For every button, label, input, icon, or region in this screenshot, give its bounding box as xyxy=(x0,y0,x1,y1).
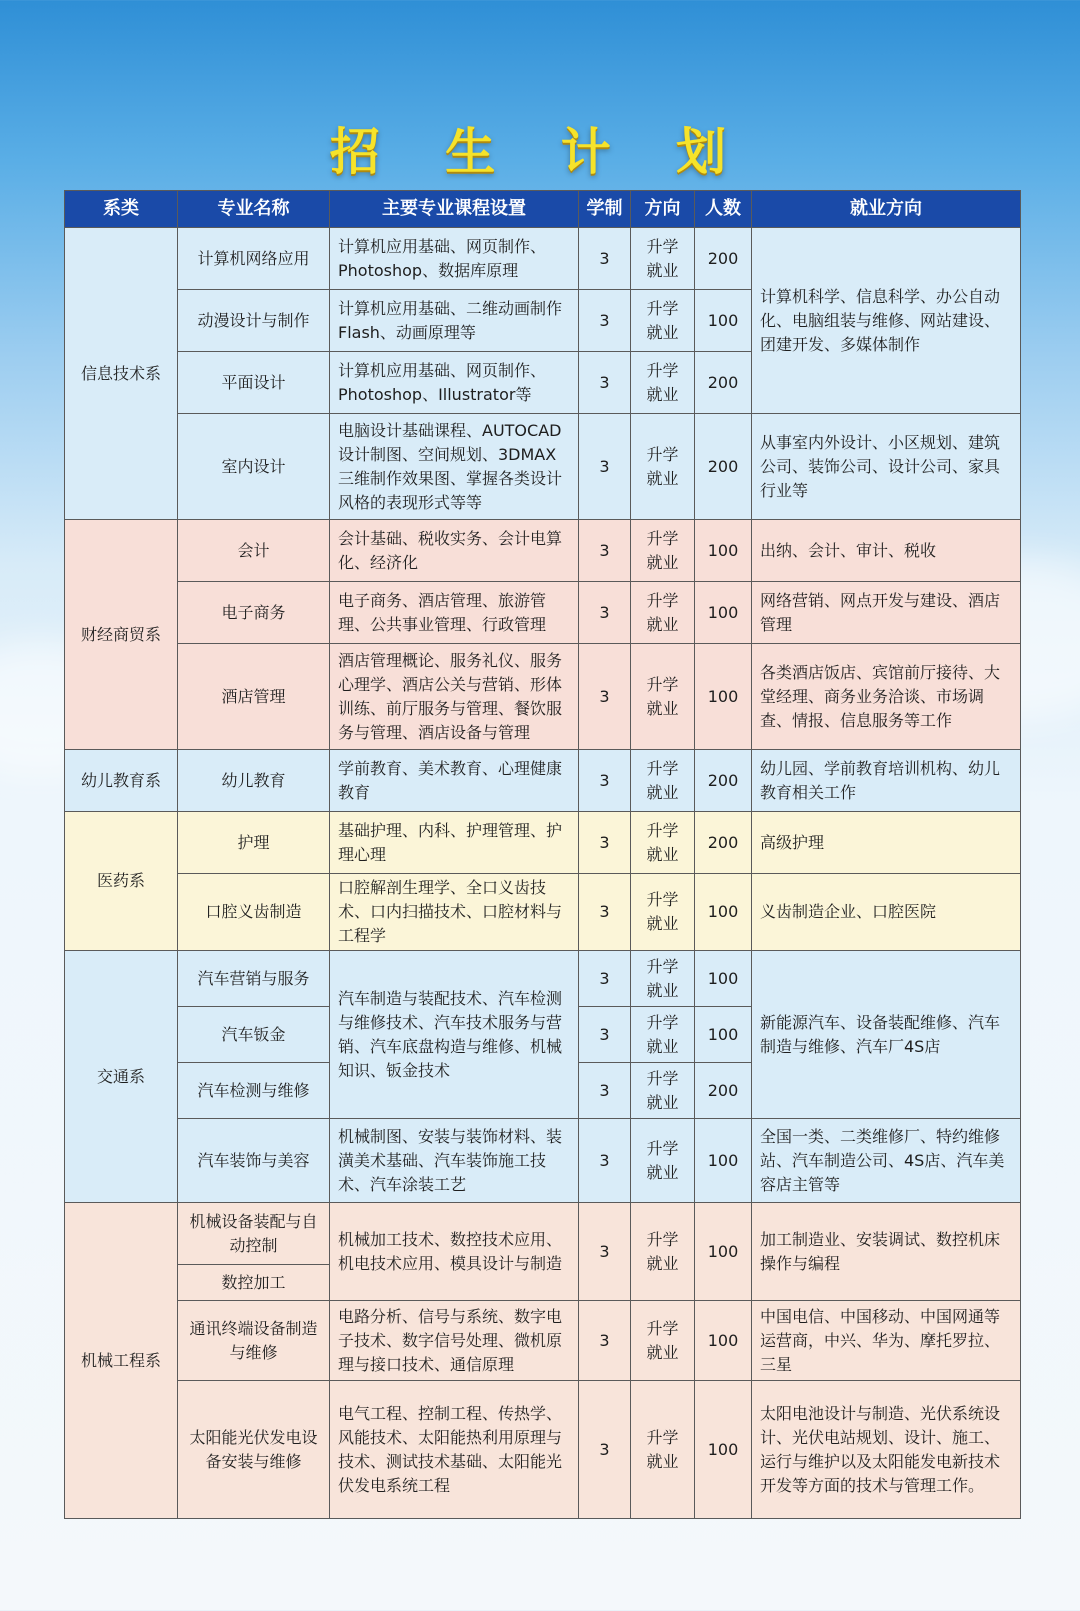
direction-cell: 升学就业 xyxy=(631,228,695,290)
table-row xyxy=(65,644,1021,750)
years-cell: 3 xyxy=(579,1119,631,1203)
jobs-cell: 义齿制造企业、口腔医院 xyxy=(752,874,1021,951)
count-cell: 200 xyxy=(695,1063,752,1119)
jobs-cell: 高级护理 xyxy=(752,812,1021,874)
direction-cell: 升学就业 xyxy=(631,582,695,644)
years-cell: 3 xyxy=(579,1301,631,1381)
jobs-cell: 新能源汽车、设备装配维修、汽车制造与维修、汽车厂4S店 xyxy=(752,951,1021,1119)
dept-cell: 幼儿教育系 xyxy=(65,750,178,812)
major-cell: 太阳能光伏发电设备安装与维修 xyxy=(178,1381,330,1519)
courses-cell: 酒店管理概论、服务礼仪、服务心理学、酒店公关与营销、形体训练、前厅服务与管理、餐饮服务与管理、酒店设备与管理 xyxy=(330,644,579,750)
courses-cell: 会计基础、税收实务、会计电算化、经济化 xyxy=(330,520,579,582)
jobs-cell: 从事室内外设计、小区规划、建筑公司、装饰公司、设计公司、家具行业等 xyxy=(752,414,1021,520)
dept-cell: 信息技术系 xyxy=(65,228,178,520)
years-cell: 3 xyxy=(579,1203,631,1301)
direction-cell: 升学就业 xyxy=(631,812,695,874)
years-cell: 3 xyxy=(579,1063,631,1119)
jobs-cell: 各类酒店饭店、宾馆前厅接待、大堂经理、商务业务洽谈、市场调查、情报、信息服务等工作 xyxy=(752,644,1021,750)
years-cell: 3 xyxy=(579,520,631,582)
direction-cell: 升学就业 xyxy=(631,1063,695,1119)
direction-cell: 升学就业 xyxy=(631,414,695,520)
table-row xyxy=(65,951,1021,1007)
courses-cell: 电脑设计基础课程、AUTOCAD设计制图、空间规划、3DMAX三维制作效果图、掌握各类设计风格的表现形式等等 xyxy=(330,414,579,520)
count-cell: 100 xyxy=(695,1381,752,1519)
header-years: 学制 xyxy=(579,191,631,228)
years-cell: 3 xyxy=(579,290,631,352)
jobs-cell: 加工制造业、安装调试、数控机床操作与编程 xyxy=(752,1203,1021,1301)
major-cell: 通讯终端设备制造与维修 xyxy=(178,1301,330,1381)
years-cell: 3 xyxy=(579,1381,631,1519)
jobs-cell: 计算机科学、信息科学、办公自动化、电脑组装与维修、网站建设、团建开发、多媒体制作 xyxy=(752,228,1021,414)
courses-cell: 计算机应用基础、网页制作、Photoshop、数据库原理 xyxy=(330,228,579,290)
direction-cell: 升学就业 xyxy=(631,520,695,582)
table-row xyxy=(65,1119,1021,1203)
jobs-cell: 网络营销、网点开发与建设、酒店管理 xyxy=(752,582,1021,644)
major-cell: 汽车检测与维修 xyxy=(178,1063,330,1119)
jobs-cell: 全国一类、二类维修厂、特约维修站、汽车制造公司、4S店、汽车美容店主管等 xyxy=(752,1119,1021,1203)
count-cell: 100 xyxy=(695,951,752,1007)
jobs-cell: 太阳电池设计与制造、光伏系统设计、光伏电站规划、设计、施工、运行与维护以及太阳能发电新技术开发等方面的技术与管理工作。 xyxy=(752,1381,1021,1519)
header-count: 人数 xyxy=(695,191,752,228)
major-cell: 室内设计 xyxy=(178,414,330,520)
header-dept: 系类 xyxy=(65,191,178,228)
dept-cell: 财经商贸系 xyxy=(65,520,178,750)
major-cell: 汽车钣金 xyxy=(178,1007,330,1063)
count-cell: 100 xyxy=(695,1007,752,1063)
table-row xyxy=(65,874,1021,951)
table-row xyxy=(65,582,1021,644)
courses-cell: 电路分析、信号与系统、数字电子技术、数字信号处理、微机原理与接口技术、通信原理 xyxy=(330,1301,579,1381)
count-cell: 100 xyxy=(695,1301,752,1381)
dept-cell: 机械工程系 xyxy=(65,1203,178,1519)
table-row xyxy=(65,1381,1021,1519)
dept-cell: 交通系 xyxy=(65,951,178,1203)
count-cell: 100 xyxy=(695,582,752,644)
table-row xyxy=(65,1301,1021,1381)
direction-cell: 升学就业 xyxy=(631,290,695,352)
header-jobs: 就业方向 xyxy=(752,191,1021,228)
direction-cell: 升学就业 xyxy=(631,951,695,1007)
courses-cell: 基础护理、内科、护理管理、护理心理 xyxy=(330,812,579,874)
direction-cell: 升学就业 xyxy=(631,1007,695,1063)
major-cell: 机械设备装配与自动控制 xyxy=(178,1203,330,1265)
jobs-cell: 出纳、会计、审计、税收 xyxy=(752,520,1021,582)
header-direction: 方向 xyxy=(631,191,695,228)
direction-cell: 升学就业 xyxy=(631,1301,695,1381)
direction-cell: 升学就业 xyxy=(631,1203,695,1301)
courses-cell: 学前教育、美术教育、心理健康教育 xyxy=(330,750,579,812)
direction-cell: 升学就业 xyxy=(631,874,695,951)
years-cell: 3 xyxy=(579,582,631,644)
major-cell: 汽车营销与服务 xyxy=(178,951,330,1007)
years-cell: 3 xyxy=(579,414,631,520)
major-cell: 汽车装饰与美容 xyxy=(178,1119,330,1203)
courses-cell: 口腔解剖生理学、全口义齿技术、口内扫描技术、口腔材料与工程学 xyxy=(330,874,579,951)
table-row xyxy=(65,228,1021,290)
enrollment-table xyxy=(64,190,1021,1519)
direction-cell: 升学就业 xyxy=(631,750,695,812)
direction-cell: 升学就业 xyxy=(631,1381,695,1519)
count-cell: 100 xyxy=(695,290,752,352)
header-major: 专业名称 xyxy=(178,191,330,228)
courses-cell: 计算机应用基础、网页制作、Photoshop、Illustrator等 xyxy=(330,352,579,414)
years-cell: 3 xyxy=(579,352,631,414)
table-row xyxy=(65,750,1021,812)
courses-cell: 电气工程、控制工程、传热学、风能技术、太阳能热利用原理与技术、测试技术基础、太阳能光伏发电系统工程 xyxy=(330,1381,579,1519)
major-cell: 数控加工 xyxy=(178,1265,330,1301)
count-cell: 100 xyxy=(695,1203,752,1301)
table-row xyxy=(65,520,1021,582)
count-cell: 100 xyxy=(695,874,752,951)
major-cell: 动漫设计与制作 xyxy=(178,290,330,352)
years-cell: 3 xyxy=(579,874,631,951)
years-cell: 3 xyxy=(579,750,631,812)
courses-cell: 电子商务、酒店管理、旅游管理、公共事业管理、行政管理 xyxy=(330,582,579,644)
years-cell: 3 xyxy=(579,1007,631,1063)
direction-cell: 升学就业 xyxy=(631,1119,695,1203)
header-courses: 主要专业课程设置 xyxy=(330,191,579,228)
direction-cell: 升学就业 xyxy=(631,644,695,750)
count-cell: 100 xyxy=(695,644,752,750)
table-header-row xyxy=(65,191,1021,228)
courses-cell: 机械加工技术、数控技术应用、机电技术应用、模具设计与制造 xyxy=(330,1203,579,1301)
table-row xyxy=(65,812,1021,874)
major-cell: 酒店管理 xyxy=(178,644,330,750)
courses-cell: 机械制图、安装与装饰材料、装潢美术基础、汽车装饰施工技术、汽车涂装工艺 xyxy=(330,1119,579,1203)
major-cell: 计算机网络应用 xyxy=(178,228,330,290)
courses-cell: 汽车制造与装配技术、汽车检测与维修技术、汽车技术服务与营销、汽车底盘构造与维修、机械知识、钣金技术 xyxy=(330,951,579,1119)
years-cell: 3 xyxy=(579,812,631,874)
count-cell: 200 xyxy=(695,352,752,414)
direction-cell: 升学就业 xyxy=(631,352,695,414)
years-cell: 3 xyxy=(579,644,631,750)
table-row xyxy=(65,414,1021,520)
courses-cell: 计算机应用基础、二维动画制作Flash、动画原理等 xyxy=(330,290,579,352)
major-cell: 幼儿教育 xyxy=(178,750,330,812)
count-cell: 200 xyxy=(695,414,752,520)
years-cell: 3 xyxy=(579,951,631,1007)
dept-cell: 医药系 xyxy=(65,812,178,951)
major-cell: 会计 xyxy=(178,520,330,582)
count-cell: 200 xyxy=(695,228,752,290)
table-row xyxy=(65,1203,1021,1265)
count-cell: 100 xyxy=(695,520,752,582)
jobs-cell: 幼儿园、学前教育培训机构、幼儿教育相关工作 xyxy=(752,750,1021,812)
major-cell: 平面设计 xyxy=(178,352,330,414)
major-cell: 护理 xyxy=(178,812,330,874)
count-cell: 200 xyxy=(695,812,752,874)
major-cell: 电子商务 xyxy=(178,582,330,644)
jobs-cell: 中国电信、中国移动、中国网通等运营商，中兴、华为、摩托罗拉、三星 xyxy=(752,1301,1021,1381)
years-cell: 3 xyxy=(579,228,631,290)
count-cell: 100 xyxy=(695,1119,752,1203)
page-title: 招 生 计 划 xyxy=(329,123,751,181)
count-cell: 200 xyxy=(695,750,752,812)
major-cell: 口腔义齿制造 xyxy=(178,874,330,951)
